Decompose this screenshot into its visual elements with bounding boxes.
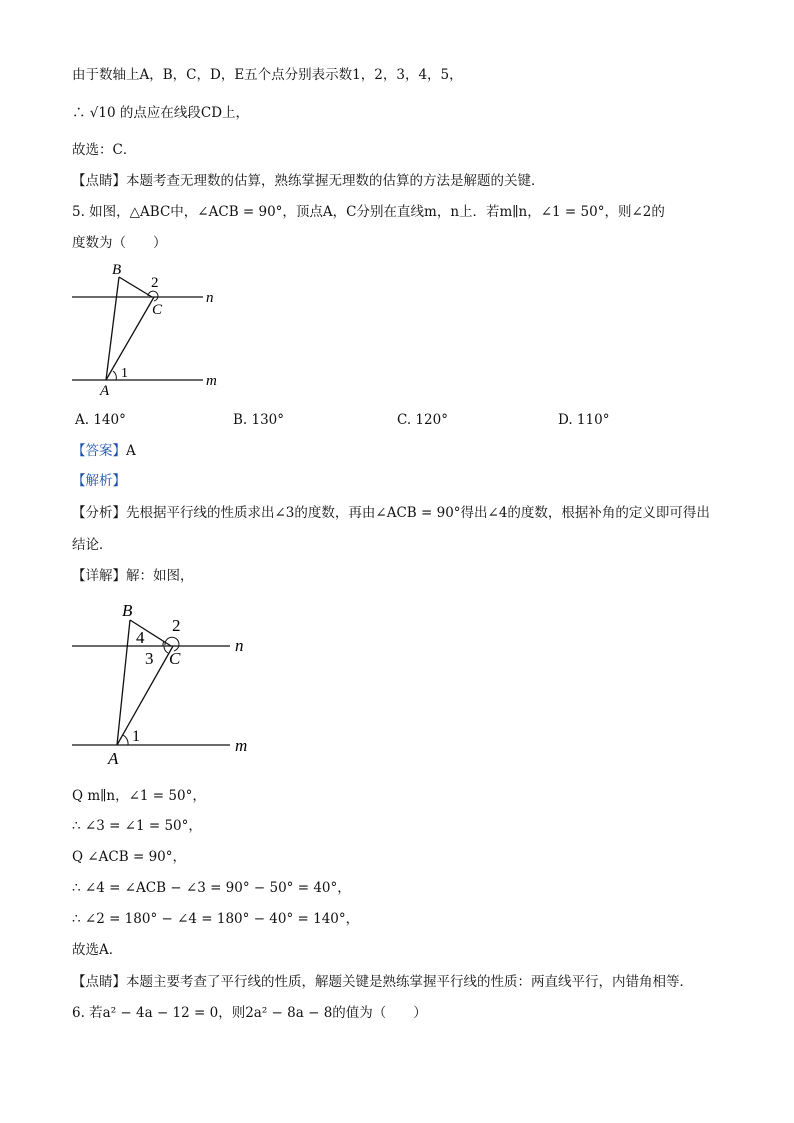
step-line-3: Q ∠ACB = 90°， <box>72 849 186 865</box>
segment-ac <box>106 297 154 380</box>
angle-3-arc <box>164 646 168 653</box>
analysis-heading: 【解析】 <box>72 473 126 489</box>
option-a[interactable]: A. 140° <box>75 412 126 428</box>
label-2: 2 <box>151 275 159 291</box>
question-6: 6. 若a² − 4a − 12 = 0，则2a² − 8a − 8的值为（ ） <box>72 1005 427 1021</box>
answer-value: A <box>126 443 136 459</box>
label-b: B <box>112 262 122 278</box>
label-a: A <box>108 749 119 768</box>
step-line-1: Q m∥n，∠1 = 50°， <box>72 788 206 804</box>
fenxi-line-1 <box>72 504 710 522</box>
fenxi-text: 先根据平行线的性质求出∠3的度数，再由∠ACB = 90°得出∠4的度数，根据补角的定义即可得出 <box>126 505 710 521</box>
label-1: 1 <box>132 728 140 745</box>
fenxi-tag: 【分析】 <box>72 505 126 521</box>
label-m: m <box>206 373 217 389</box>
label-2: 2 <box>172 616 181 635</box>
label-c: C <box>152 302 163 318</box>
detail-line <box>72 567 194 585</box>
dianjing-tag: 【点睛】 <box>72 173 126 189</box>
step-line-2: ∴ ∠3 = ∠1 = 50°， <box>72 818 202 834</box>
label-n: n <box>235 636 244 655</box>
solution-line-1: 由于数轴上A，B，C，D，E五个点分别表示数1，2，3，4，5， <box>72 67 463 83</box>
question-5-line-1: 5. 如图，△ABC中，∠ACB = 90°，顶点A，C分别在直线m，n上．若m∥n，∠1 = 50°，则∠2的 <box>72 204 665 220</box>
label-m: m <box>235 736 248 755</box>
label-1: 1 <box>121 366 128 381</box>
angle-1-arc <box>123 735 128 745</box>
label-3: 3 <box>145 649 154 668</box>
fenxi-line-2: 结论． <box>72 537 113 553</box>
option-b[interactable]: B. 130° <box>233 412 285 428</box>
angle-1-arc <box>113 371 116 380</box>
label-4: 4 <box>136 628 145 647</box>
option-c[interactable]: C. 120° <box>397 412 448 428</box>
label-c: C <box>169 649 181 668</box>
answer-tag: 【答案】 <box>72 443 126 459</box>
answer-line <box>72 442 136 460</box>
angle-4-arc <box>163 641 164 646</box>
step-line-6: 故选A． <box>72 942 123 958</box>
detail-text: 解：如图， <box>126 568 194 584</box>
option-d[interactable]: D. 110° <box>558 412 610 428</box>
label-b: B <box>122 601 133 620</box>
dianjing-2-text: 本题主要考查了平行线的性质，解题关键是熟练掌握平行线的性质：两直线平行，内错角相等． <box>126 974 693 990</box>
solution-line-3: 故选：C． <box>72 142 137 158</box>
dianjing-2 <box>72 973 693 991</box>
dianjing-2-tag: 【点睛】 <box>72 974 126 990</box>
segment-bc <box>119 277 152 297</box>
segment-ab <box>106 277 119 380</box>
step-line-4: ∴ ∠4 = ∠ACB − ∠3 = 90° − 50° = 40°， <box>72 880 351 896</box>
label-a: A <box>100 383 110 399</box>
solution-figure <box>60 595 270 775</box>
dianjing-text: 本题考查无理数的估算，熟练掌握无理数的估算的方法是解题的关键． <box>126 173 545 189</box>
label-n: n <box>206 290 214 306</box>
question-5-line-2: 度数为（ ） <box>72 235 167 251</box>
step-line-5: ∴ ∠2 = 180° − ∠4 = 180° − 40° = 140°， <box>72 911 360 927</box>
question-5-figure <box>60 255 240 405</box>
dianjing-1 <box>72 172 545 190</box>
detail-tag: 【详解】 <box>72 568 126 584</box>
solution-line-2: ∴ √10 的点应在线段CD上， <box>72 105 250 121</box>
